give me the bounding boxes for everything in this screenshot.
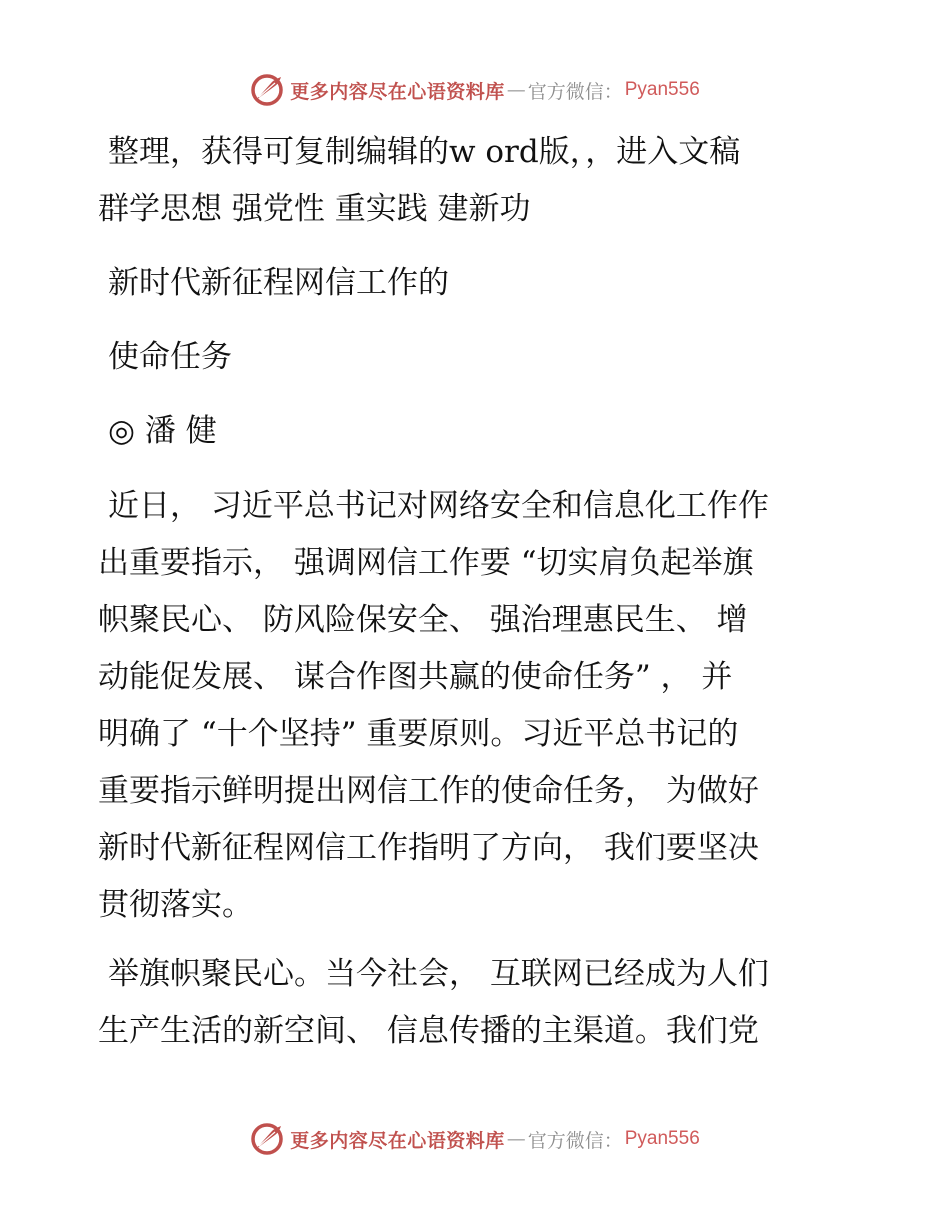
header-banner <box>0 70 950 110</box>
paragraph-2 <box>98 946 858 1060</box>
header-banner-dash: — <box>506 79 526 101</box>
feather-logo-icon <box>250 73 284 107</box>
paragraph-line: 新时代新征程网信工作指明了方向， 我们要坚决 <box>98 830 759 866</box>
paragraph-line: 明确了 “十个坚持” 重要原则。习近平总书记的 <box>98 716 739 752</box>
footer-banner-content <box>250 1122 700 1156</box>
title-line-1: 新时代新征程网信工作的 <box>108 265 449 301</box>
paragraph-line: 生产生活的新空间、 信息传播的主渠道。我们党 <box>98 1013 759 1049</box>
feather-logo-icon <box>250 1122 284 1156</box>
footer-banner-text: 更多内容尽在心语资料库 <box>290 1129 505 1152</box>
header-banner-content <box>250 73 700 107</box>
paragraph-line: 重要指示鲜明提出网信工作的使命任务， 为做好 <box>98 773 759 809</box>
paragraph-line: 举旗帜聚民心。当今社会， 互联网已经成为人们 <box>108 956 769 992</box>
section-heading: 群学思想 强党性 重实践 建新功 <box>98 191 531 227</box>
header-wechat-label: 官方微信： <box>527 80 623 103</box>
author-line: ◎ 潘 健 <box>108 413 217 449</box>
footer-banner-dash: — <box>506 1128 526 1150</box>
document-body <box>98 124 858 1060</box>
paragraph-1 <box>98 478 858 934</box>
title-line-2: 使命任务 <box>108 339 232 375</box>
paragraph-line: 动能促发展、 谋合作图共赢的使命任务” ， 并 <box>98 659 733 695</box>
paragraph-line: 贯彻落实。 <box>98 887 253 923</box>
header-banner-text: 更多内容尽在心语资料库 <box>290 80 505 103</box>
footer-wechat-label: 官方微信： <box>527 1129 623 1152</box>
footer-banner <box>0 1119 950 1159</box>
intro-line: 整理，获得可复制编辑的w ord版，，进入文稿 <box>108 134 741 170</box>
paragraph-line: 帜聚民心、 防风险保安全、 强治理惠民生、 增 <box>98 602 748 638</box>
paragraph-line: 近日， 习近平总书记对网络安全和信息化工作作 <box>108 488 769 524</box>
footer-wechat-id: Pyan556 <box>624 1128 700 1149</box>
header-wechat-id: Pyan556 <box>624 79 700 100</box>
paragraph-line: 出重要指示， 强调网信工作要 “切实肩负起举旗 <box>98 545 754 581</box>
